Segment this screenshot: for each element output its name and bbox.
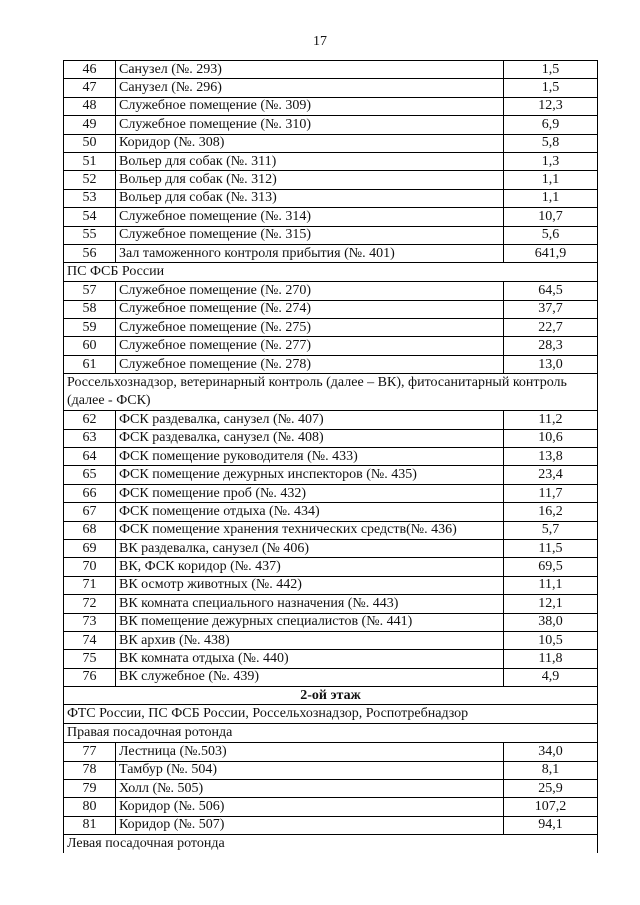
area-cell: 12,3 (504, 97, 598, 115)
table-row (64, 558, 598, 576)
area-cell: 94,1 (504, 816, 598, 834)
room-name-cell: ФСК помещение хранения технических средств(№. 436) (116, 521, 504, 539)
area-cell: 16,2 (504, 503, 598, 521)
room-name-cell: ФСК помещение отдыха (№. 434) (116, 503, 504, 521)
table-row (64, 743, 598, 761)
section-heading: ПС ФСБ России (64, 263, 598, 282)
area-cell: 1,5 (504, 61, 598, 79)
area-cell: 5,8 (504, 134, 598, 152)
row-number-cell: 58 (64, 300, 116, 318)
premises-table-body (64, 61, 598, 854)
row-number-cell: 47 (64, 79, 116, 97)
row-number-cell: 46 (64, 61, 116, 79)
row-number-cell: 70 (64, 558, 116, 576)
table-row (64, 152, 598, 170)
section-heading: Россельхознадзор, ветеринарный контроль (далее – ВК), фитосанитарный контроль (далее - ФСК) (64, 374, 598, 411)
room-name-cell: Санузел (№. 296) (116, 79, 504, 97)
room-name-cell: Служебное помещение (№. 274) (116, 300, 504, 318)
table-row (64, 779, 598, 797)
table-row (64, 116, 598, 134)
room-name-cell: ВК раздевалка, санузел (№ 406) (116, 539, 504, 557)
row-number-cell: 64 (64, 448, 116, 466)
table-row (64, 668, 598, 686)
area-cell: 64,5 (504, 282, 598, 300)
area-cell: 34,0 (504, 743, 598, 761)
room-name-cell: ФСК раздевалка, санузел (№. 407) (116, 411, 504, 429)
table-row (64, 189, 598, 207)
room-name-cell: ВК осмотр животных (№. 442) (116, 576, 504, 594)
row-number-cell: 76 (64, 668, 116, 686)
table-row (64, 411, 598, 429)
area-cell: 5,7 (504, 521, 598, 539)
table-row (64, 466, 598, 484)
room-name-cell: Коридор (№. 308) (116, 134, 504, 152)
area-cell: 641,9 (504, 244, 598, 262)
area-cell: 11,8 (504, 650, 598, 668)
table-row (64, 79, 598, 97)
table-row (64, 226, 598, 244)
room-name-cell: Служебное помещение (№. 270) (116, 282, 504, 300)
area-cell: 10,5 (504, 631, 598, 649)
table-row (64, 539, 598, 557)
table-row (64, 595, 598, 613)
room-name-cell: ФСК раздевалка, санузел (№. 408) (116, 429, 504, 447)
table-row (64, 576, 598, 594)
table-row (64, 448, 598, 466)
row-number-cell: 57 (64, 282, 116, 300)
room-name-cell: Вольер для собак (№. 311) (116, 152, 504, 170)
table-row (64, 816, 598, 834)
row-number-cell: 49 (64, 116, 116, 134)
row-number-cell: 79 (64, 779, 116, 797)
row-number-cell: 54 (64, 208, 116, 226)
row-number-cell: 60 (64, 337, 116, 355)
row-number-cell: 48 (64, 97, 116, 115)
section-heading-row (64, 705, 598, 724)
area-cell: 38,0 (504, 613, 598, 631)
row-number-cell: 62 (64, 411, 116, 429)
area-cell: 11,5 (504, 539, 598, 557)
section-heading: Правая посадочная ротонда (64, 724, 598, 743)
room-name-cell: Служебное помещение (№. 314) (116, 208, 504, 226)
table-row (64, 613, 598, 631)
area-cell: 22,7 (504, 319, 598, 337)
row-number-cell: 55 (64, 226, 116, 244)
area-cell: 11,1 (504, 576, 598, 594)
room-name-cell: Холл (№. 505) (116, 779, 504, 797)
area-cell: 13,0 (504, 355, 598, 373)
row-number-cell: 71 (64, 576, 116, 594)
row-number-cell: 66 (64, 484, 116, 502)
room-name-cell: Санузел (№. 293) (116, 61, 504, 79)
floor-heading: 2-ой этаж (64, 687, 598, 705)
room-name-cell: Служебное помещение (№. 278) (116, 355, 504, 373)
room-name-cell: Коридор (№. 507) (116, 816, 504, 834)
table-row (64, 521, 598, 539)
table-row (64, 282, 598, 300)
room-name-cell: ВК комната специального назначения (№. 443) (116, 595, 504, 613)
table-row (64, 631, 598, 649)
room-name-cell: Служебное помещение (№. 309) (116, 97, 504, 115)
area-cell: 11,2 (504, 411, 598, 429)
row-number-cell: 51 (64, 152, 116, 170)
room-name-cell: ВК архив (№. 438) (116, 631, 504, 649)
row-number-cell: 67 (64, 503, 116, 521)
row-number-cell: 81 (64, 816, 116, 834)
table-row (64, 97, 598, 115)
row-number-cell: 53 (64, 189, 116, 207)
table-row (64, 61, 598, 79)
area-cell: 11,7 (504, 484, 598, 502)
section-heading-row (64, 263, 598, 282)
row-number-cell: 78 (64, 761, 116, 779)
table-row (64, 337, 598, 355)
area-cell: 23,4 (504, 466, 598, 484)
section-heading-row (64, 835, 598, 854)
area-cell: 1,1 (504, 189, 598, 207)
table-row (64, 171, 598, 189)
row-number-cell: 56 (64, 244, 116, 262)
table-row (64, 650, 598, 668)
room-name-cell: Лестница (№.503) (116, 743, 504, 761)
section-heading-row (64, 374, 598, 411)
row-number-cell: 77 (64, 743, 116, 761)
row-number-cell: 52 (64, 171, 116, 189)
room-name-cell: ВК, ФСК коридор (№. 437) (116, 558, 504, 576)
section-heading: Левая посадочная ротонда (64, 835, 598, 854)
area-cell: 4,9 (504, 668, 598, 686)
area-cell: 10,6 (504, 429, 598, 447)
floor-heading-row (64, 687, 598, 705)
room-name-cell: ВК комната отдыха (№. 440) (116, 650, 504, 668)
table-row (64, 798, 598, 816)
table-row (64, 429, 598, 447)
row-number-cell: 61 (64, 355, 116, 373)
row-number-cell: 69 (64, 539, 116, 557)
area-cell: 13,8 (504, 448, 598, 466)
row-number-cell: 80 (64, 798, 116, 816)
area-cell: 37,7 (504, 300, 598, 318)
room-name-cell: ВК служебное (№. 439) (116, 668, 504, 686)
room-name-cell: Служебное помещение (№. 310) (116, 116, 504, 134)
table-row (64, 355, 598, 373)
area-cell: 12,1 (504, 595, 598, 613)
area-cell: 1,3 (504, 152, 598, 170)
room-name-cell: Вольер для собак (№. 312) (116, 171, 504, 189)
row-number-cell: 74 (64, 631, 116, 649)
row-number-cell: 63 (64, 429, 116, 447)
room-name-cell: ФСК помещение дежурных инспекторов (№. 435) (116, 466, 504, 484)
room-name-cell: Служебное помещение (№. 277) (116, 337, 504, 355)
area-cell: 1,5 (504, 79, 598, 97)
row-number-cell: 73 (64, 613, 116, 631)
area-cell: 1,1 (504, 171, 598, 189)
room-name-cell: ФСК помещение руководителя (№. 433) (116, 448, 504, 466)
table-row (64, 244, 598, 262)
room-name-cell: Зал таможенного контроля прибытия (№. 401) (116, 244, 504, 262)
table-row (64, 300, 598, 318)
area-cell: 107,2 (504, 798, 598, 816)
table-row (64, 134, 598, 152)
area-cell: 28,3 (504, 337, 598, 355)
table-row (64, 761, 598, 779)
table-row (64, 503, 598, 521)
area-cell: 69,5 (504, 558, 598, 576)
section-heading: ФТС России, ПС ФСБ России, Россельхознадзор, Роспотребнадзор (64, 705, 598, 724)
row-number-cell: 65 (64, 466, 116, 484)
area-cell: 6,9 (504, 116, 598, 134)
room-name-cell: Служебное помещение (№. 315) (116, 226, 504, 244)
table-row (64, 319, 598, 337)
section-heading-row (64, 724, 598, 743)
room-name-cell: Вольер для собак (№. 313) (116, 189, 504, 207)
room-name-cell: ФСК помещение проб (№. 432) (116, 484, 504, 502)
row-number-cell: 75 (64, 650, 116, 668)
area-cell: 25,9 (504, 779, 598, 797)
row-number-cell: 59 (64, 319, 116, 337)
table-row (64, 484, 598, 502)
area-cell: 5,6 (504, 226, 598, 244)
room-name-cell: ВК помещение дежурных специалистов (№. 441) (116, 613, 504, 631)
row-number-cell: 72 (64, 595, 116, 613)
row-number-cell: 68 (64, 521, 116, 539)
room-name-cell: Тамбур (№. 504) (116, 761, 504, 779)
room-name-cell: Коридор (№. 506) (116, 798, 504, 816)
room-name-cell: Служебное помещение (№. 275) (116, 319, 504, 337)
area-cell: 10,7 (504, 208, 598, 226)
premises-table (63, 60, 598, 853)
table-row (64, 208, 598, 226)
area-cell: 8,1 (504, 761, 598, 779)
page-number: 17 (313, 34, 327, 49)
row-number-cell: 50 (64, 134, 116, 152)
